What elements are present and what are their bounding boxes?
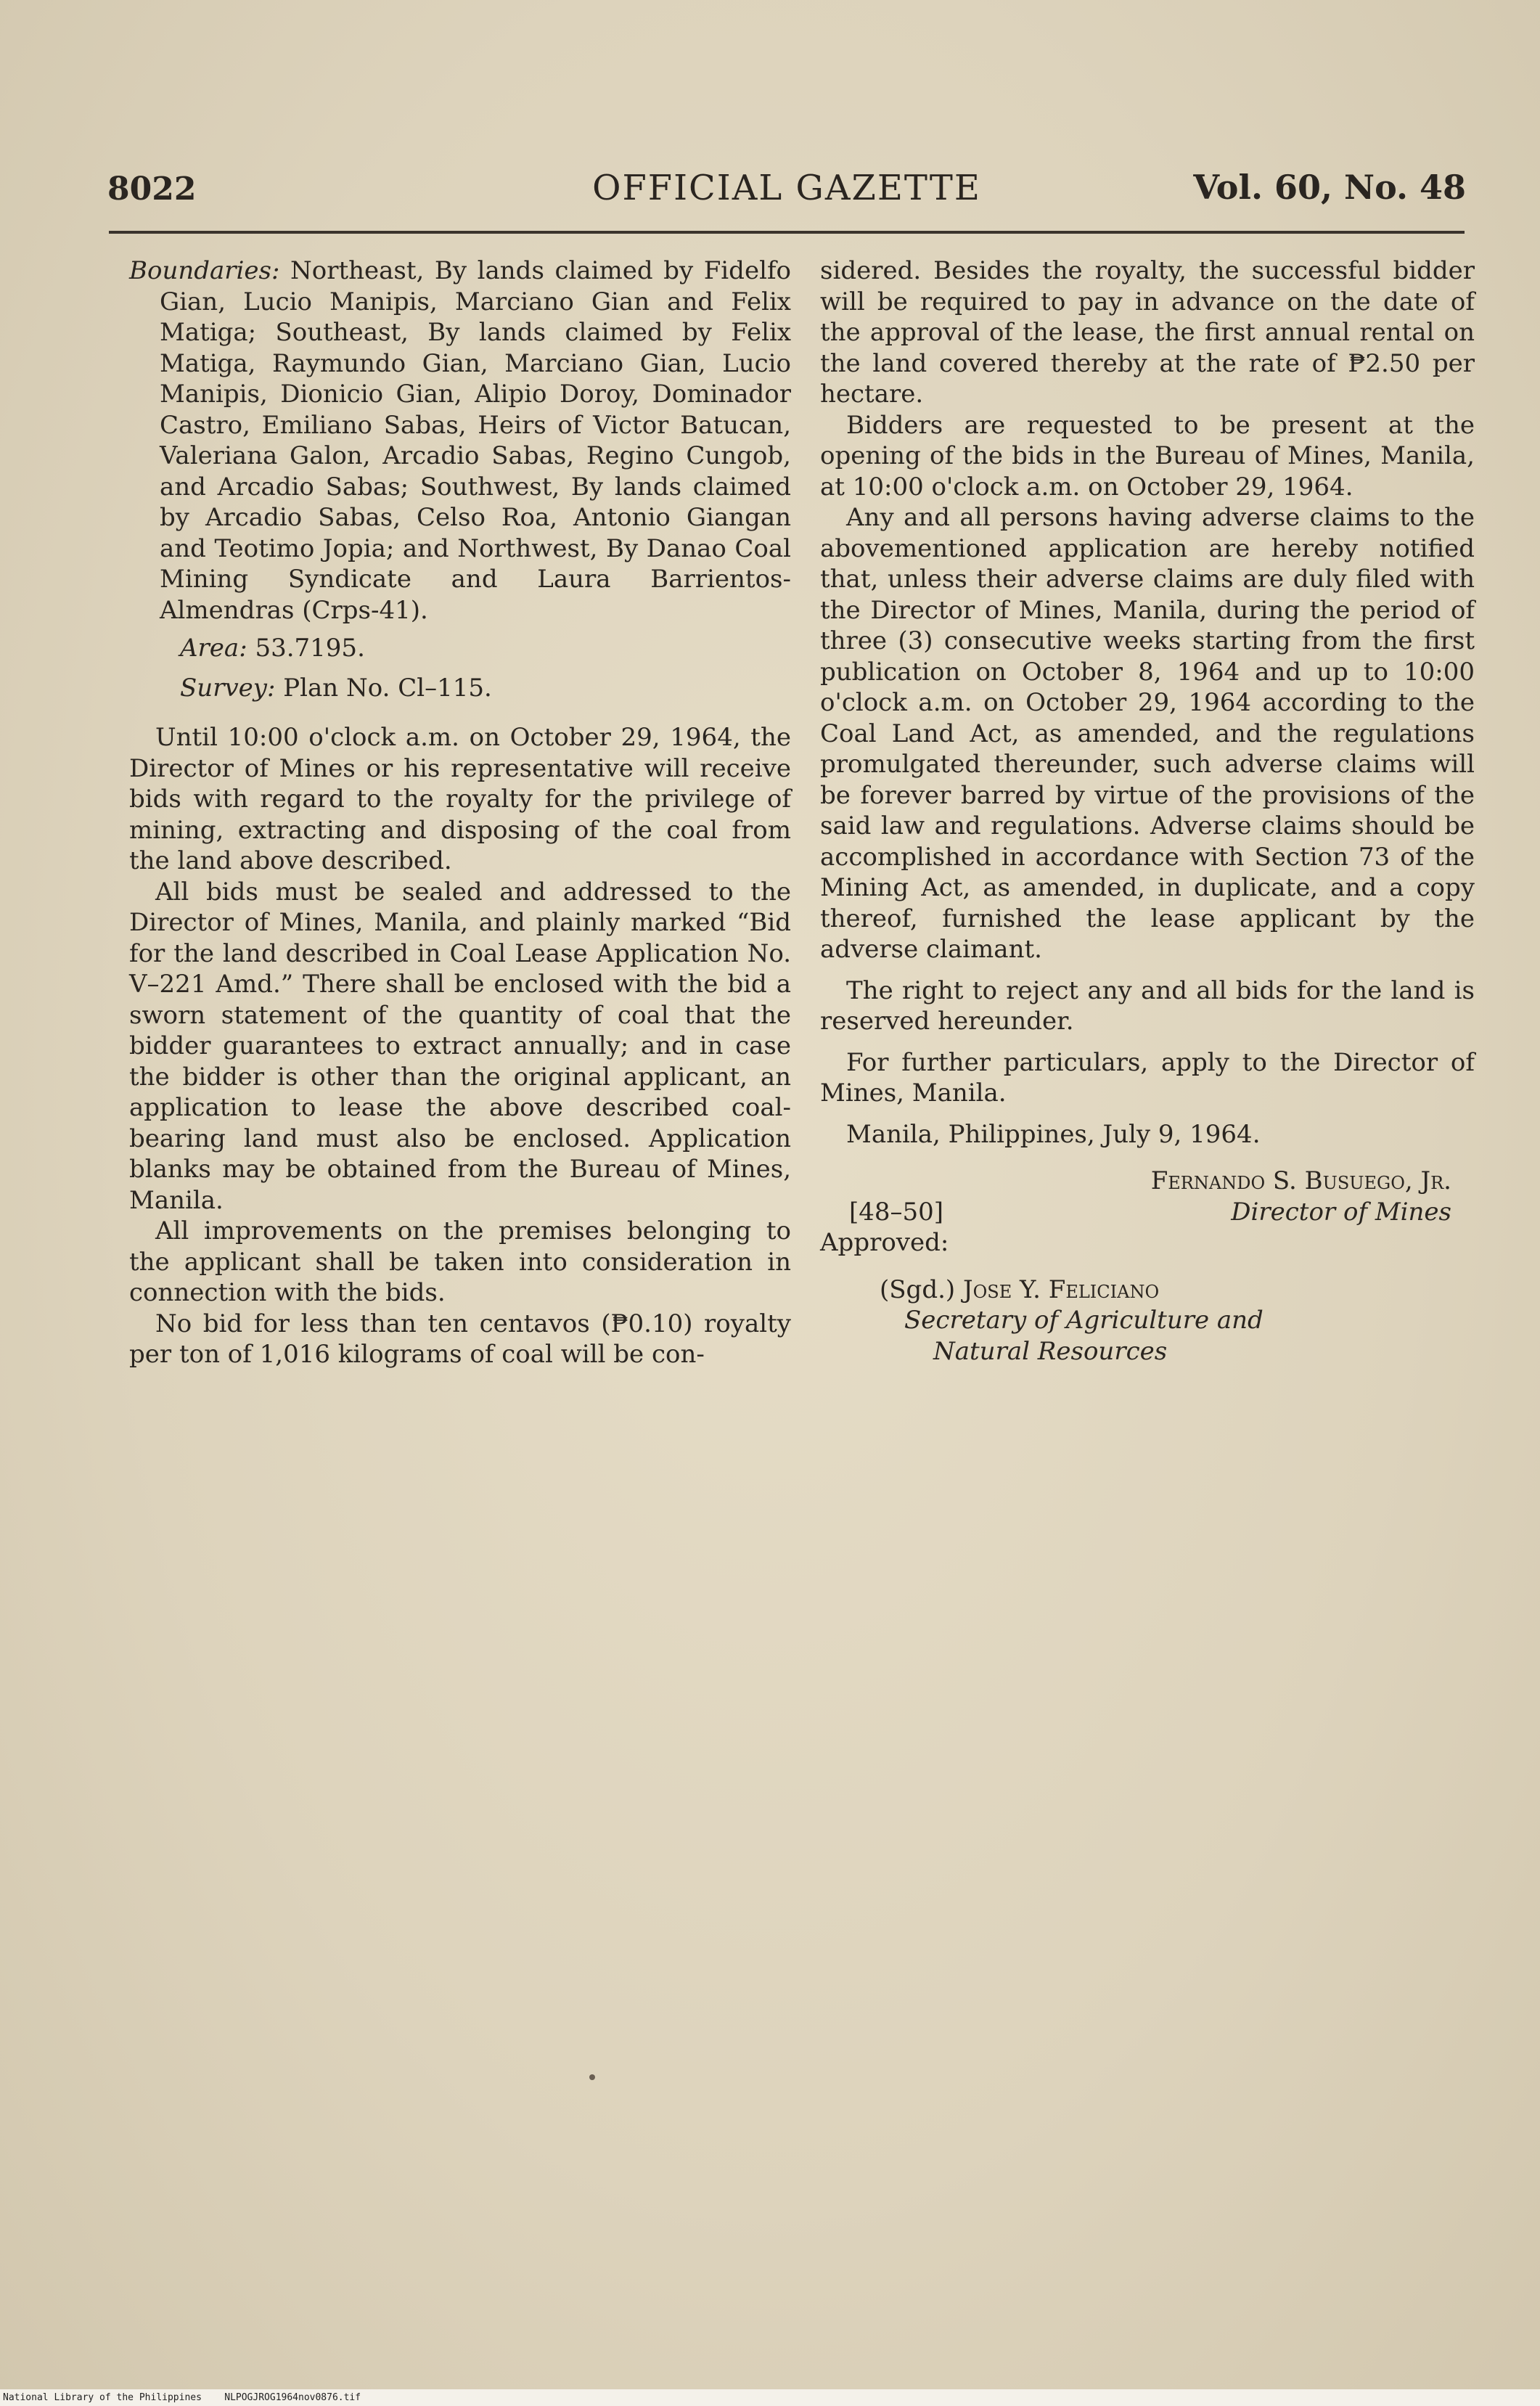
approver-prefix: (Sgd.) (880, 1274, 956, 1304)
boundaries-text: Northeast, By lands claimed by Fidelfo Gian, Lucio Manipis, Marciano Gian and Felix Matiga; Southeast, By lands claimed by Felix Matiga, Raymundo Gian, Marciano Gian, Lucio Manipis, Dionicio Gian, Alipio Doroy, Dominador Castro, Emiliano Sabas, Heirs of Victor Batucan, Valeriana Galon, Arcadio Sabas, Regino Cungob, and Arcadio Sabas; Southwest, By lands claimed by Arcadio Sabas, Celso Roa, Antonio Giangan and Teotimo Jopia; and Northwest, By Danao Coal Mining Syndicate and Laura Barrientos-Almendras (Crps-41). (160, 256, 791, 625)
survey-value: Plan No. Cl–115. (283, 673, 492, 703)
approver-title-line2: Natural Resources (933, 1336, 1168, 1366)
area-label: Area: (180, 634, 247, 663)
ink-speck (589, 2074, 595, 2080)
approver-name: Jose Y. Feliciano (962, 1274, 1160, 1304)
scan-footer (3, 2392, 361, 2403)
approved-label: Approved: (820, 1228, 949, 1257)
signatory-name: Fernando S. Busuego, Jr. (1150, 1166, 1451, 1195)
scan-filename: NLPOGJROG1964nov0876.tif (224, 2392, 361, 2403)
paragraph: Any and all persons having adverse claims to the abovementioned application are hereby notified that, unless their adverse claims are duly filed with the Director of Mines, Manila, during the period of three (3) consecutive weeks starting from the first publication on October 8, 1964 and up to 10:00 o'clock a.m. on October 29, 1964 according to the Coal Land Act, as amended, and the regulations promulgated thereunder, such adverse claims will be forever barred by virtue of the provisions of the said law and regulations. Adverse claims should be accomplished in accordance with Section 73 of the Mining Act, as amended, in duplicate, and a copy thereof, furnished the lease applicant by the adverse claimant. (820, 503, 1475, 964)
boundaries-entry (129, 255, 791, 626)
boundaries-label: Boundaries: (129, 256, 280, 285)
paragraph: Bidders are requested to be present at the opening of the bids in the Bureau of Mines, Manila, at 10:00 o'clock a.m. on October 29, 1964. (820, 410, 1475, 502)
paragraph: The right to reject any and all bids for the land is reserved hereunder. (820, 975, 1475, 1036)
signatory-title: Director of Mines (1231, 1197, 1451, 1227)
right-column (820, 255, 1475, 1367)
dateline: Manila, Philippines, July 9, 1964. (846, 1119, 1261, 1149)
notice-code: [48–50] (849, 1197, 944, 1227)
approval-block (820, 1274, 1475, 1367)
page-number: 8022 (107, 171, 197, 208)
library-name: National Library of the Philippines (3, 2392, 202, 2403)
paragraph: For further particulars, apply to the Director of Mines, Manila. (820, 1047, 1475, 1108)
paragraph: All improvements on the premises belonging to the applicant shall be taken into consideration in connection with the bids. (129, 1216, 791, 1307)
publication-title: OFFICIAL GAZETTE (592, 168, 981, 208)
paragraph: No bid for less than ten centavos (₱0.10) royalty per ton of 1,016 kilograms of coal will be con- (129, 1309, 791, 1369)
survey-entry (180, 673, 791, 704)
volume-issue: Vol. 60, No. 48 (1193, 168, 1466, 207)
page-header (107, 163, 1466, 214)
header-rule (109, 231, 1465, 234)
paragraph: Until 10:00 o'clock a.m. on October 29, 1964, the Director of Mines or his representative will receive bids with regard to the royalty for the privilege of mining, extracting and disposing of the coal from the land above described. (129, 723, 791, 875)
survey-label: Survey: (180, 673, 276, 703)
paragraph: sidered. Besides the royalty, the successful bidder will be required to pay in advance on the date of the approval of the lease, the first annual rental on the land covered thereby at the rate of ₱2.50 per hectare. (820, 256, 1475, 409)
left-column (129, 255, 791, 1370)
approver-title-line1: Secretary of Agriculture and (904, 1306, 1263, 1335)
area-value: 53.7195. (255, 634, 365, 663)
signature-row (820, 1197, 1475, 1228)
paragraph: All bids must be sealed and addressed to the Director of Mines, Manila, and plainly marked “Bid for the land described in Coal Lease Application No. V–221 Amd.” There shall be enclosed with the bid a sworn statement of the quantity of coal that the bidder guarantees to extract annually; and in case the bidder is other than the original applicant, an application to lease the above described coal-bearing land must also be enclosed. Application blanks may be obtained from the Bureau of Mines, Manila. (129, 877, 791, 1215)
area-entry (180, 633, 791, 664)
